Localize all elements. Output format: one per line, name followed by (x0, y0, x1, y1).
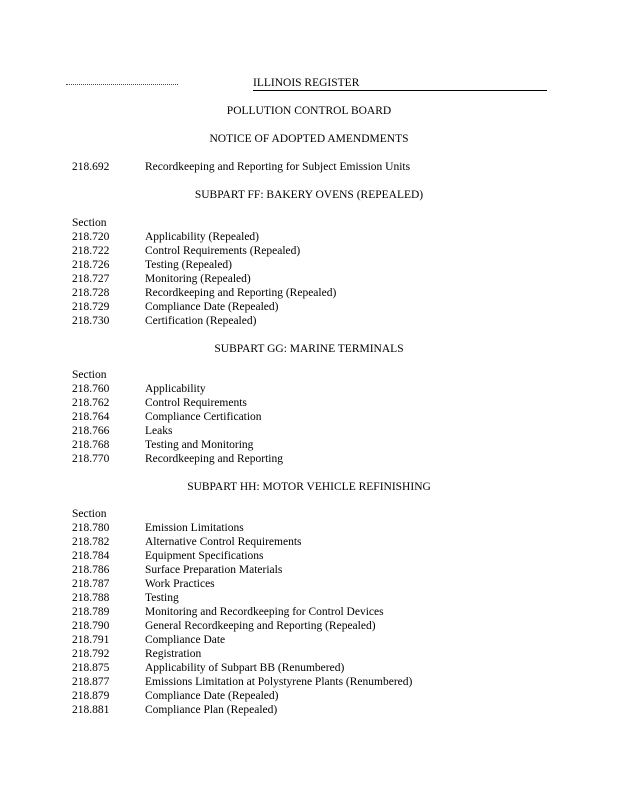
register-title: ILLINOIS REGISTER (253, 76, 547, 91)
section-title: Equipment Specifications (145, 550, 264, 562)
section-title: Testing (145, 592, 179, 604)
section-number: 218.770 (72, 453, 110, 465)
section-row (72, 230, 259, 244)
section-number: 218.720 (72, 231, 110, 243)
section-number: 218.790 (72, 620, 110, 632)
section-row (72, 286, 336, 300)
section-number: 218.726 (72, 259, 110, 271)
section-title: Compliance Date (Repealed) (145, 690, 279, 702)
section-row (72, 452, 283, 466)
section-row (72, 300, 278, 314)
section-title: Applicability (145, 383, 206, 395)
section-title: Alternative Control Requirements (145, 536, 302, 548)
section-row (72, 675, 412, 689)
section-title: Emissions Limitation at Polystyrene Plants (Renumbered) (145, 676, 413, 688)
section-number: 218.791 (72, 634, 110, 646)
section-number: 218.692 (72, 161, 110, 173)
section-number: 218.762 (72, 397, 110, 409)
section-title: Testing (Repealed) (145, 259, 233, 271)
section-row (72, 272, 251, 286)
subpart-hh-heading: SUBPART HH: MOTOR VEHICLE REFINISHING (187, 481, 431, 493)
section-row (72, 424, 172, 438)
section-row (72, 535, 302, 549)
section-title: Emission Limitations (145, 522, 244, 534)
section-number: 218.768 (72, 439, 110, 451)
section-row (72, 521, 244, 535)
section-title: Work Practices (145, 578, 215, 590)
section-number: 218.730 (72, 315, 110, 327)
section-row (72, 633, 225, 647)
section-row (72, 549, 264, 563)
section-number: 218.760 (72, 383, 110, 395)
section-number: 218.787 (72, 578, 110, 590)
section-label: Section (72, 508, 107, 520)
subpart-ff-heading: SUBPART FF: BAKERY OVENS (REPEALED) (194, 189, 424, 201)
section-title: Control Requirements (Repealed) (145, 245, 301, 257)
section-row (72, 160, 410, 174)
section-number: 218.728 (72, 287, 110, 299)
section-number: 218.877 (72, 676, 110, 688)
section-row (72, 591, 179, 605)
section-title: Monitoring and Recordkeeping for Control Devices (145, 606, 384, 618)
subpart-gg-heading: SUBPART GG: MARINE TERMINALS (214, 343, 404, 355)
section-title: Testing and Monitoring (145, 439, 254, 451)
section-number: 218.729 (72, 301, 110, 313)
section-number: 218.782 (72, 536, 110, 548)
board-name: POLLUTION CONTROL BOARD (226, 105, 392, 117)
section-row (72, 647, 201, 661)
section-title: General Recordkeeping and Reporting (Repealed) (145, 620, 376, 632)
section-number: 218.766 (72, 425, 110, 437)
section-row (72, 703, 277, 717)
notice-title: NOTICE OF ADOPTED AMENDMENTS (209, 133, 409, 145)
section-number: 218.875 (72, 662, 110, 674)
section-title: Monitoring (Repealed) (145, 273, 251, 285)
section-number: 218.764 (72, 411, 110, 423)
section-row (72, 314, 256, 328)
section-row (72, 396, 247, 410)
section-row (72, 563, 282, 577)
section-number: 218.786 (72, 564, 110, 576)
section-title: Recordkeeping and Reporting (145, 453, 283, 465)
section-row (72, 258, 232, 272)
section-title: Recordkeeping and Reporting (Repealed) (145, 287, 337, 299)
section-title: Compliance Date (Repealed) (145, 301, 279, 313)
section-number: 218.727 (72, 273, 110, 285)
section-row (72, 689, 278, 703)
section-number: 218.789 (72, 606, 110, 618)
section-row (72, 661, 344, 675)
section-number: 218.780 (72, 522, 110, 534)
section-number: 218.784 (72, 550, 110, 562)
section-label: Section (72, 369, 107, 381)
section-row (72, 244, 300, 258)
section-row (72, 619, 376, 633)
section-row (72, 410, 262, 424)
section-label: Section (72, 217, 107, 229)
section-row (72, 382, 206, 396)
header-left-rule (66, 84, 178, 86)
section-number: 218.788 (72, 592, 110, 604)
section-title: Leaks (145, 425, 173, 437)
section-title: Applicability of Subpart BB (Renumbered) (145, 662, 345, 674)
section-title: Recordkeeping and Reporting for Subject Emission Units (145, 161, 411, 173)
section-number: 218.792 (72, 648, 110, 660)
section-title: Certification (Repealed) (145, 315, 257, 327)
section-number: 218.722 (72, 245, 110, 257)
section-row (72, 438, 253, 452)
section-title: Control Requirements (145, 397, 247, 409)
section-title: Applicability (Repealed) (145, 231, 260, 243)
section-title: Registration (145, 648, 202, 660)
section-title: Compliance Certification (145, 411, 262, 423)
section-title: Surface Preparation Materials (145, 564, 283, 576)
section-row (72, 577, 215, 591)
section-number: 218.881 (72, 704, 110, 716)
section-row (72, 605, 384, 619)
section-title: Compliance Plan (Repealed) (145, 704, 278, 716)
section-number: 218.879 (72, 690, 110, 702)
section-title: Compliance Date (145, 634, 226, 646)
